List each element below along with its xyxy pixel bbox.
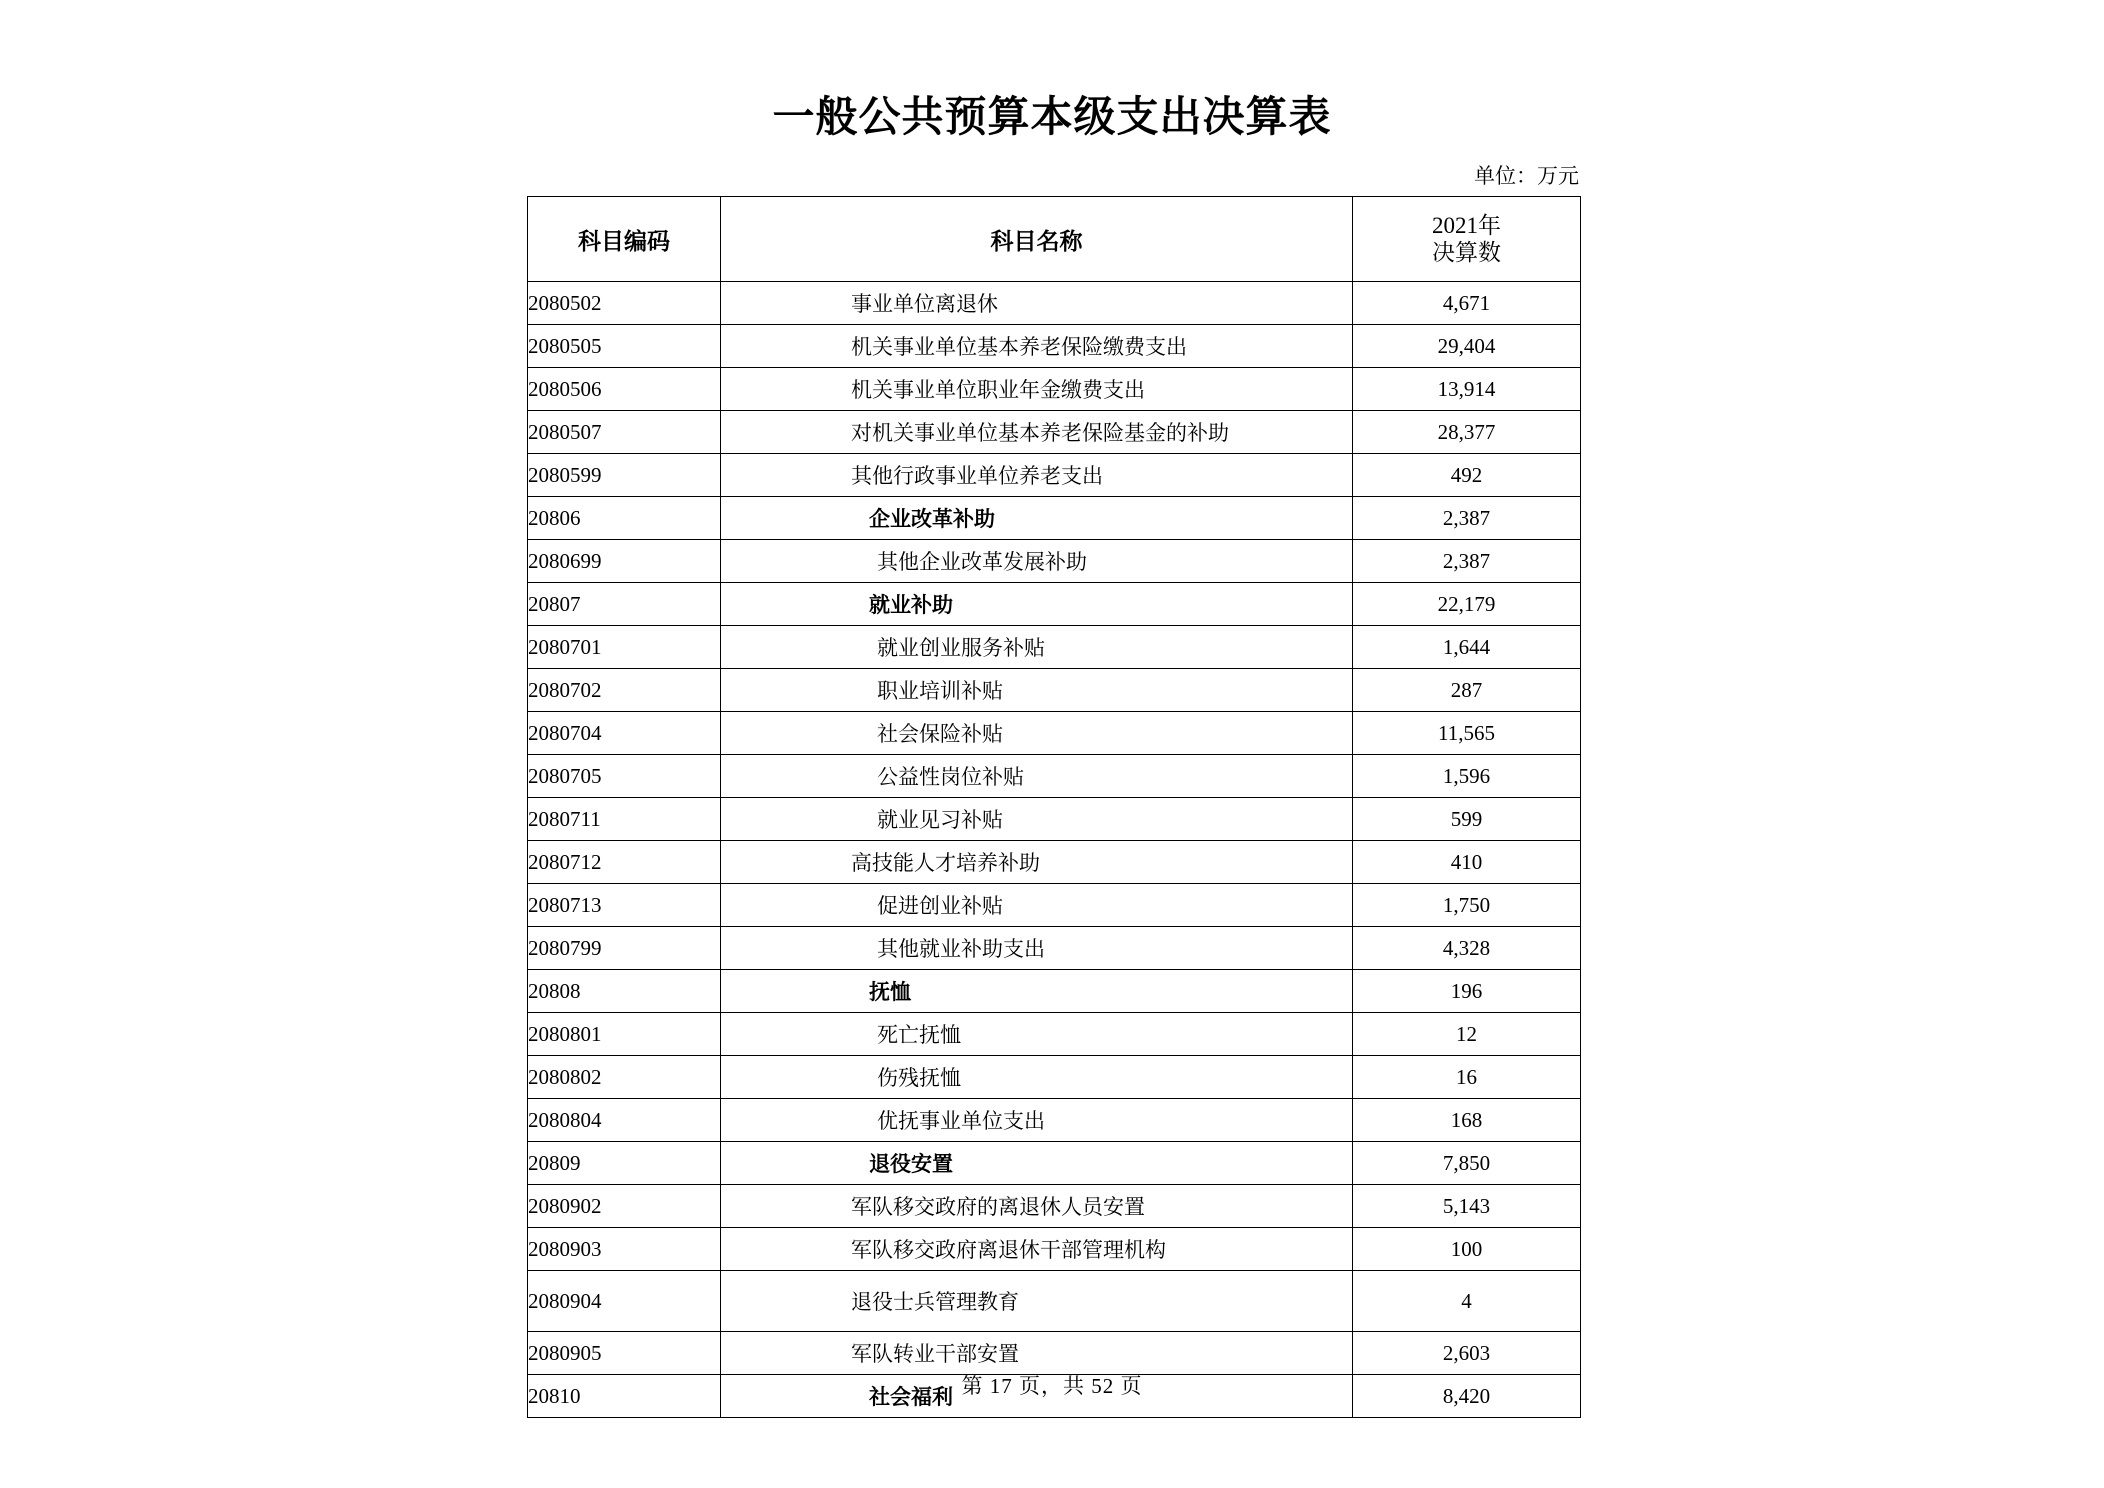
table-row (528, 282, 1581, 325)
cell-subject-name (721, 841, 1353, 884)
subject-name-text: 退役安置 (869, 1152, 953, 1176)
table-row (528, 1185, 1581, 1228)
cell-subject-code: 2080699 (528, 540, 721, 583)
table-row (528, 1013, 1581, 1056)
column-header-name: 科目名称 (721, 197, 1353, 282)
cell-subject-name (721, 1271, 1353, 1332)
cell-subject-name (721, 1099, 1353, 1142)
cell-amount: 2,603 (1353, 1332, 1581, 1375)
subject-name-text: 社会保险补贴 (877, 722, 1003, 746)
cell-subject-name (721, 669, 1353, 712)
cell-amount: 492 (1353, 454, 1581, 497)
table-row (528, 970, 1581, 1013)
cell-subject-code: 2080802 (528, 1056, 721, 1099)
cell-subject-code: 2080804 (528, 1099, 721, 1142)
table-row (528, 368, 1581, 411)
cell-subject-code: 2080799 (528, 927, 721, 970)
column-header-code: 科目编码 (528, 197, 721, 282)
subject-name-text: 促进创业补贴 (877, 894, 1003, 918)
cell-amount: 16 (1353, 1056, 1581, 1099)
cell-amount: 2,387 (1353, 497, 1581, 540)
cell-subject-name (721, 325, 1353, 368)
cell-subject-code: 2080502 (528, 282, 721, 325)
table-body (528, 282, 1581, 1418)
cell-subject-code: 2080599 (528, 454, 721, 497)
cell-subject-name (721, 712, 1353, 755)
subject-name-text: 职业培训补贴 (877, 679, 1003, 703)
cell-subject-code: 2080506 (528, 368, 721, 411)
table-row (528, 798, 1581, 841)
table-row (528, 325, 1581, 368)
cell-amount: 7,850 (1353, 1142, 1581, 1185)
cell-subject-name (721, 1185, 1353, 1228)
subject-name-text: 高技能人才培养补助 (851, 851, 1040, 875)
subject-name-text: 伤残抚恤 (877, 1066, 961, 1090)
cell-subject-code: 2080507 (528, 411, 721, 454)
cell-amount: 22,179 (1353, 583, 1581, 626)
subject-name-text: 其他就业补助支出 (877, 937, 1045, 961)
table-header-row (528, 197, 1581, 282)
cell-amount: 2,387 (1353, 540, 1581, 583)
cell-subject-code: 2080903 (528, 1228, 721, 1271)
cell-subject-code: 2080905 (528, 1332, 721, 1375)
table-row (528, 669, 1581, 712)
cell-subject-name (721, 497, 1353, 540)
table-row (528, 1142, 1581, 1185)
cell-subject-name (721, 1013, 1353, 1056)
cell-subject-name (721, 884, 1353, 927)
subject-name-text: 机关事业单位职业年金缴费支出 (851, 378, 1145, 402)
subject-name-text: 军队转业干部安置 (851, 1342, 1019, 1366)
cell-subject-name (721, 540, 1353, 583)
cell-subject-name (721, 626, 1353, 669)
cell-amount: 599 (1353, 798, 1581, 841)
unit-note: 单位：万元 (1474, 164, 1579, 188)
table-row (528, 626, 1581, 669)
cell-subject-code: 2080704 (528, 712, 721, 755)
table-row (528, 1056, 1581, 1099)
cell-subject-code: 2080505 (528, 325, 721, 368)
subject-name-text: 军队移交政府离退休干部管理机构 (851, 1238, 1166, 1262)
page-footer: 第 17 页，共 52 页 (961, 1374, 1143, 1398)
table-row (528, 1099, 1581, 1142)
cell-subject-name (721, 454, 1353, 497)
budget-expenditure-table (527, 196, 1581, 1418)
cell-subject-code: 20809 (528, 1142, 721, 1185)
cell-amount: 1,644 (1353, 626, 1581, 669)
table-row (528, 583, 1581, 626)
cell-amount: 100 (1353, 1228, 1581, 1271)
cell-subject-name (721, 755, 1353, 798)
subject-name-text: 就业见习补贴 (877, 808, 1003, 832)
cell-subject-code: 2080904 (528, 1271, 721, 1332)
cell-subject-code: 2080702 (528, 669, 721, 712)
subject-name-text: 其他企业改革发展补助 (877, 550, 1087, 574)
cell-amount: 287 (1353, 669, 1581, 712)
column-header-amount-label: 决算数 (1432, 240, 1501, 265)
cell-subject-name (721, 1142, 1353, 1185)
subject-name-text: 死亡抚恤 (877, 1023, 961, 1047)
cell-amount: 168 (1353, 1099, 1581, 1142)
table-row (528, 1271, 1581, 1332)
subject-name-text: 就业创业服务补贴 (877, 636, 1045, 660)
subject-name-text: 优抚事业单位支出 (877, 1109, 1045, 1133)
subject-name-text: 公益性岗位补贴 (877, 765, 1024, 789)
cell-subject-code: 2080705 (528, 755, 721, 798)
cell-amount: 4,328 (1353, 927, 1581, 970)
subject-name-text: 抚恤 (869, 980, 911, 1004)
cell-subject-code: 20806 (528, 497, 721, 540)
cell-amount: 4 (1353, 1271, 1581, 1332)
subject-name-text: 对机关事业单位基本养老保险基金的补助 (851, 421, 1229, 445)
cell-subject-code: 2080801 (528, 1013, 721, 1056)
cell-subject-code: 20807 (528, 583, 721, 626)
table-row (528, 497, 1581, 540)
table-row (528, 712, 1581, 755)
subject-name-text: 退役士兵管理教育 (851, 1290, 1019, 1314)
cell-amount: 8,420 (1353, 1375, 1581, 1418)
table-row (528, 454, 1581, 497)
cell-amount: 12 (1353, 1013, 1581, 1056)
cell-amount: 28,377 (1353, 411, 1581, 454)
cell-subject-name (721, 1228, 1353, 1271)
table-row (528, 411, 1581, 454)
table-row (528, 927, 1581, 970)
cell-amount: 196 (1353, 970, 1581, 1013)
cell-subject-name (721, 1332, 1353, 1375)
subject-name-text: 其他行政事业单位养老支出 (851, 464, 1103, 488)
cell-subject-name (721, 282, 1353, 325)
subject-name-text: 企业改革补助 (869, 507, 995, 531)
cell-amount: 4,671 (1353, 282, 1581, 325)
subject-name-text: 军队移交政府的离退休人员安置 (851, 1195, 1145, 1219)
cell-amount: 13,914 (1353, 368, 1581, 411)
table-row (528, 540, 1581, 583)
table-row (528, 841, 1581, 884)
cell-subject-name (721, 798, 1353, 841)
cell-subject-code: 2080713 (528, 884, 721, 927)
cell-subject-name (721, 927, 1353, 970)
table-row (528, 884, 1581, 927)
cell-subject-code: 20810 (528, 1375, 721, 1418)
cell-subject-code: 20808 (528, 970, 721, 1013)
cell-amount: 1,750 (1353, 884, 1581, 927)
cell-subject-code: 2080902 (528, 1185, 721, 1228)
cell-subject-name (721, 970, 1353, 1013)
page-title: 一般公共预算本级支出决算表 (772, 93, 1332, 140)
cell-amount: 5,143 (1353, 1185, 1581, 1228)
subject-name-text: 机关事业单位基本养老保险缴费支出 (851, 335, 1187, 359)
cell-amount: 29,404 (1353, 325, 1581, 368)
cell-subject-name (721, 583, 1353, 626)
cell-subject-code: 2080712 (528, 841, 721, 884)
subject-name-text: 社会福利 (869, 1385, 953, 1409)
cell-subject-name (721, 1056, 1353, 1099)
cell-amount: 1,596 (1353, 755, 1581, 798)
cell-amount: 410 (1353, 841, 1581, 884)
subject-name-text: 就业补助 (869, 593, 953, 617)
subject-name-text: 事业单位离退休 (851, 292, 998, 316)
table-header (528, 197, 1581, 282)
cell-amount: 11,565 (1353, 712, 1581, 755)
column-header-amount-year: 2021年 (1432, 212, 1501, 238)
cell-subject-name (721, 411, 1353, 454)
cell-subject-code: 2080701 (528, 626, 721, 669)
cell-subject-name (721, 368, 1353, 411)
table-row (528, 1332, 1581, 1375)
table-row (528, 1228, 1581, 1271)
cell-subject-code: 2080711 (528, 798, 721, 841)
table-row (528, 755, 1581, 798)
column-header-amount (1353, 197, 1581, 282)
